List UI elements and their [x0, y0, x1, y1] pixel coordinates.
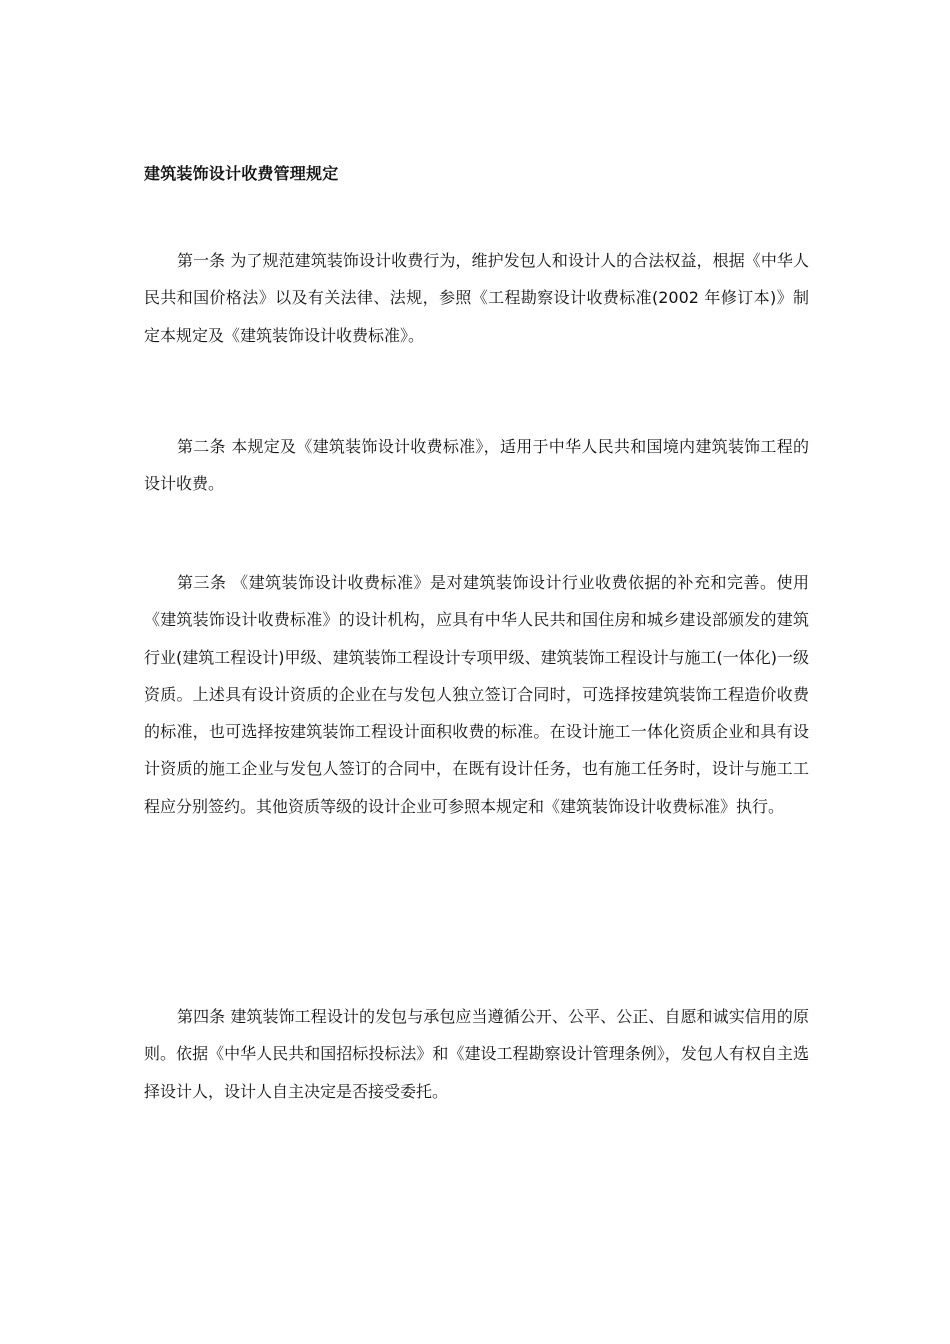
article-1-paragraph: 第一条 为了规范建筑装饰设计收费行为，维护发包人和设计人的合法权益，根据《中华人民共和国价格法》以及有关法律、法规，参照《工程勘察设计收费标准(2002 年修订本)》制定本规定及《建筑装饰设计收费标准》。 — [144, 251, 809, 345]
article-4-paragraph: 第四条 建筑装饰工程设计的发包与承包应当遵循公开、公平、公正、自愿和诚实信用的原则。依据《中华人民共和国招标投标法》和《建设工程勘察设计管理条例》，发包人有权自主选择设计人，设计人自主决定是否接受委托。 — [144, 1007, 809, 1101]
document-title: 建筑装饰设计收费管理规定 — [144, 164, 339, 183]
article-2-paragraph: 第二条 本规定及《建筑装饰设计收费标准》，适用于中华人民共和国境内建筑装饰工程的设计收费。 — [144, 437, 809, 494]
article-3-paragraph: 第三条 《建筑装饰设计收费标准》是对建筑装饰设计行业收费依据的补充和完善。使用《建筑装饰设计收费标准》的设计机构，应具有中华人民共和国住房和城乡建设部颁发的建筑行业(建筑工程设计)甲级、建筑装饰工程设计专项甲级、建筑装饰工程设计与施工(一体化)一级资质。上述具有设计资质的企业在与发包人独立签订合同时，可选择按建筑装饰工程造价收费的标准，也可选择按建筑装饰工程设计面积收费的标准。在设计施工一体化资质企业和具有设计资质的施工企业与发包人签订的合同中，在既有设计任务，也有施工任务时，设计与施工工程应分别签约。其他资质等级的设计企业可参照本规定和《建筑装饰设计收费标准》执行。 — [144, 573, 809, 816]
